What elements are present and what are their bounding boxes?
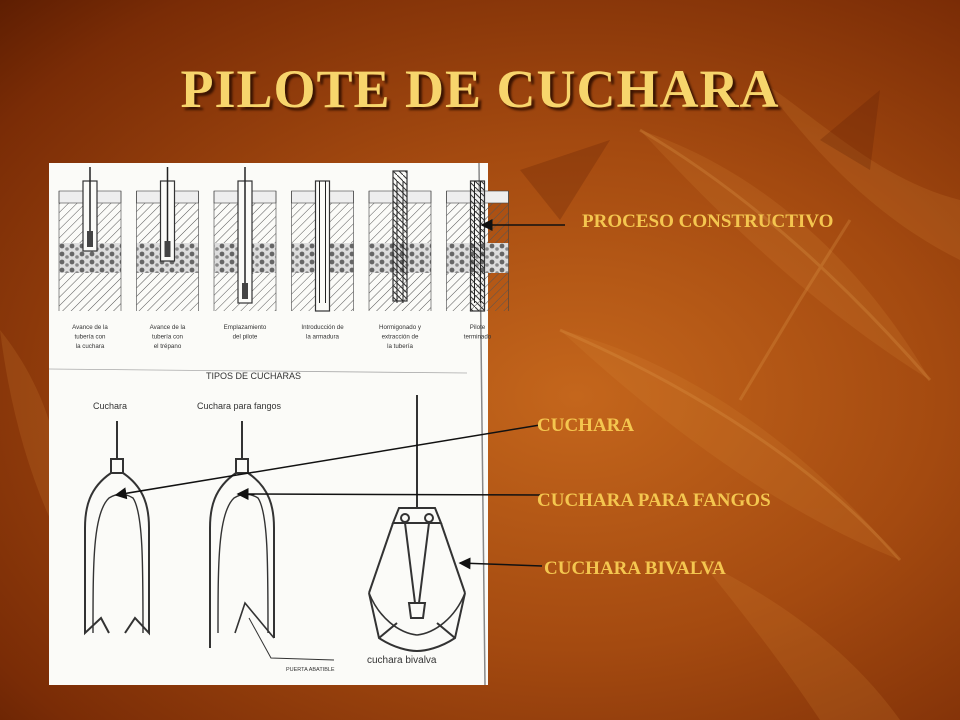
cuchara-label: Cuchara bbox=[93, 401, 128, 411]
process-caption-5-1: Hormigonado y bbox=[379, 324, 421, 331]
slide-title: PILOTE DE CUCHARA bbox=[180, 59, 780, 119]
process-caption-5-3: la tubería bbox=[387, 343, 413, 350]
arrow-bivalva bbox=[460, 563, 542, 566]
process-caption-1-1: Avance de la bbox=[72, 324, 108, 331]
callout-proceso-constructivo: PROCESO CONSTRUCTIVO bbox=[582, 211, 834, 232]
process-caption-6-2: terminado bbox=[463, 333, 492, 341]
process-caption-2-3: el trépano bbox=[153, 343, 182, 350]
callout-cuchara: CUCHARA bbox=[537, 415, 635, 436]
process-caption-5-2: extracción de bbox=[381, 333, 419, 341]
section-title: TIPOS DE CUCHARAS bbox=[206, 371, 302, 381]
process-caption-4-2: la armadura bbox=[305, 333, 340, 341]
process-caption-3-1: Emplazamiento bbox=[223, 324, 267, 331]
callout-cuchara-bivalva: CUCHARA BIVALVA bbox=[544, 558, 726, 579]
process-caption-4-1: Introducción de bbox=[301, 324, 344, 331]
cuchara-bivalva-label: cuchara bivalva bbox=[367, 655, 437, 666]
arrow-fangos bbox=[238, 494, 540, 495]
process-caption-2-1: Avance de la bbox=[149, 324, 186, 331]
process-caption-3-2: del pilote bbox=[232, 333, 258, 341]
process-caption-1-3: la cuchara bbox=[75, 343, 105, 350]
process-caption-1-2: tubería con bbox=[74, 333, 106, 341]
callout-cuchara-fangos: CUCHARA PARA FANGOS bbox=[537, 490, 771, 511]
puerta-abatible-label: PUERTA ABATIBLE bbox=[286, 667, 335, 673]
process-caption-2-2: tubería con bbox=[152, 333, 183, 341]
cuchara-fangos-label: Cuchara para fangos bbox=[197, 401, 282, 411]
arrow-cuchara bbox=[116, 425, 540, 495]
process-caption-6-1: Pilote bbox=[469, 324, 486, 331]
